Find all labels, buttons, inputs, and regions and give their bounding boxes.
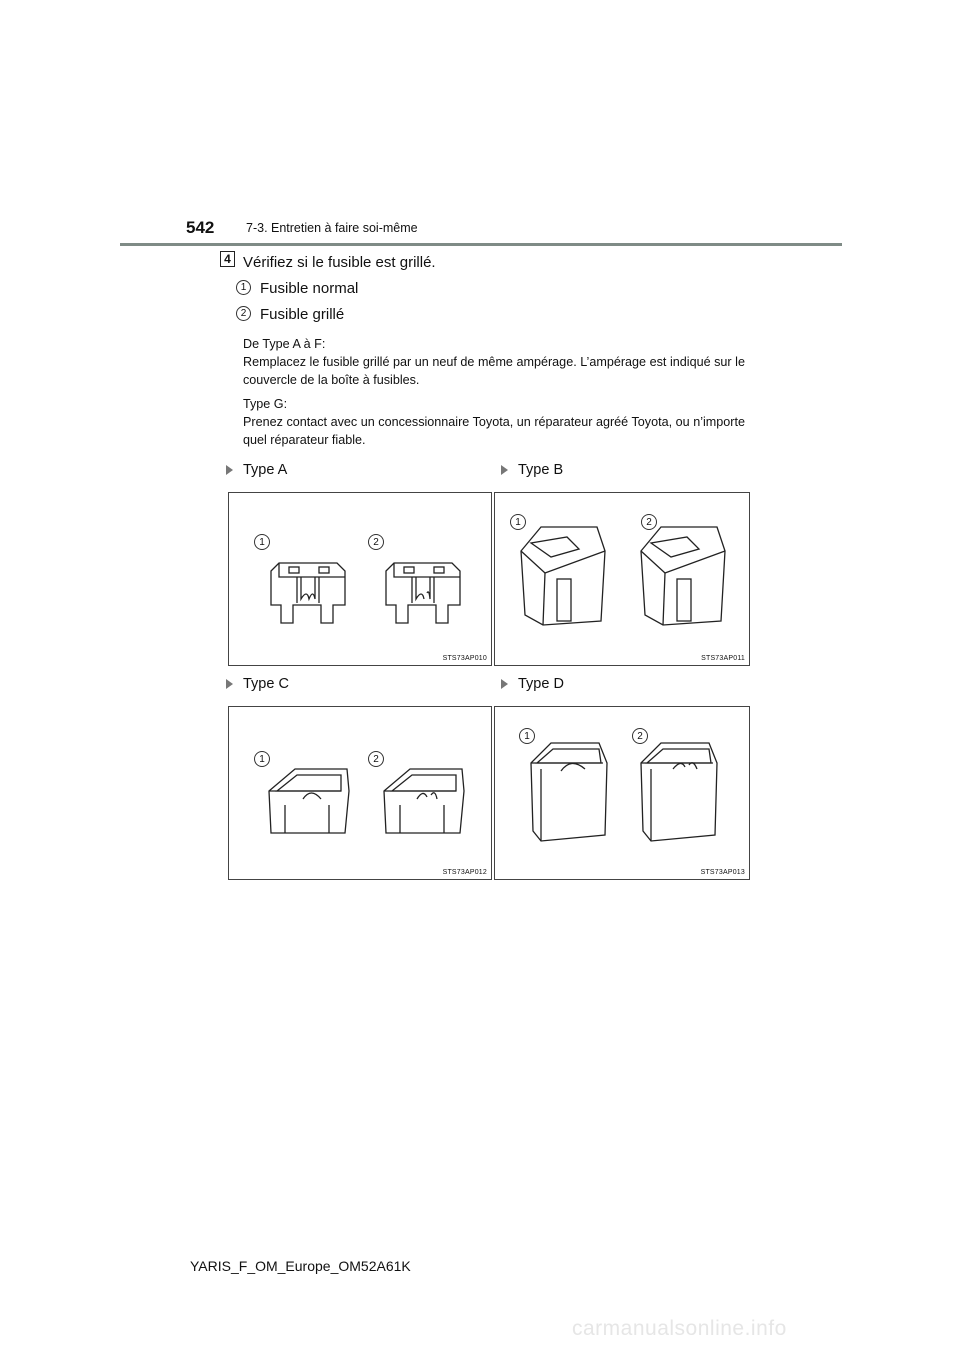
watermark: carmanualsonline.info: [572, 1317, 787, 1340]
figure-d-code: STS73AP013: [700, 869, 745, 876]
blade-fuse-illustration: [229, 493, 493, 667]
figure-a-badge-2: 2: [368, 534, 384, 550]
header-rule: [120, 243, 842, 246]
document-footer: YARIS_F_OM_Europe_OM52A61K: [190, 1258, 411, 1274]
figure-type-b: [494, 492, 750, 666]
figure-b-badge-1: 1: [510, 514, 526, 530]
item-1-label: Fusible normal: [260, 280, 359, 297]
type-a-text: Type A: [243, 462, 288, 478]
type-b-label: [501, 462, 563, 478]
type-b-text: Type B: [518, 462, 564, 478]
jcase-fuse-illustration: [229, 707, 493, 881]
figure-type-d: [494, 706, 750, 880]
figure-c-code: STS73AP012: [442, 869, 487, 876]
figure-b-code: STS73AP011: [701, 655, 745, 662]
item-2-badge: 2: [236, 306, 251, 321]
step-number-badge: 4: [220, 251, 235, 267]
para-a-to-f-title: De Type A à F:: [243, 337, 326, 351]
figure-c-badge-1: 1: [254, 751, 270, 767]
section-title: 7-3. Entretien à faire soi-même: [246, 221, 418, 235]
figure-d-badge-2: 2: [632, 728, 648, 744]
step-text: Vérifiez si le fusible est grillé.: [243, 254, 436, 271]
type-a-label: [226, 462, 287, 478]
para-g-title: Type G:: [243, 397, 288, 411]
triangle-bullet-icon: [501, 679, 508, 689]
item-2-label: Fusible grillé: [260, 306, 345, 323]
type-c-text: Type C: [243, 676, 289, 692]
type-c-label: [226, 676, 289, 692]
type-d-text: Type D: [518, 676, 564, 692]
figure-type-a: [228, 492, 492, 666]
triangle-bullet-icon: [226, 679, 233, 689]
triangle-bullet-icon: [501, 465, 508, 475]
cartridge-fuse-illustration: [495, 493, 751, 667]
para-a-to-f-body: Remplacez le fusible grillé par un neuf de même ampérage. L’ampérage est indiqué sur le couvercle de la boîte à fusibles.: [243, 355, 745, 387]
figure-c-badge-2: 2: [368, 751, 384, 767]
para-g-body: Prenez contact avec un concessionnaire Toyota, un réparateur agréé Toyota, ou n’importe quel réparateur fiable.: [243, 415, 745, 447]
page-number: 542: [186, 218, 215, 237]
triangle-bullet-icon: [226, 465, 233, 475]
item-1-badge: 1: [236, 280, 251, 295]
type-d-label: [501, 676, 564, 692]
figure-type-c: [228, 706, 492, 880]
figure-a-code: STS73AP010: [442, 655, 487, 662]
figure-d-badge-1: 1: [519, 728, 535, 744]
figure-a-badge-1: 1: [254, 534, 270, 550]
figure-b-badge-2: 2: [641, 514, 657, 530]
